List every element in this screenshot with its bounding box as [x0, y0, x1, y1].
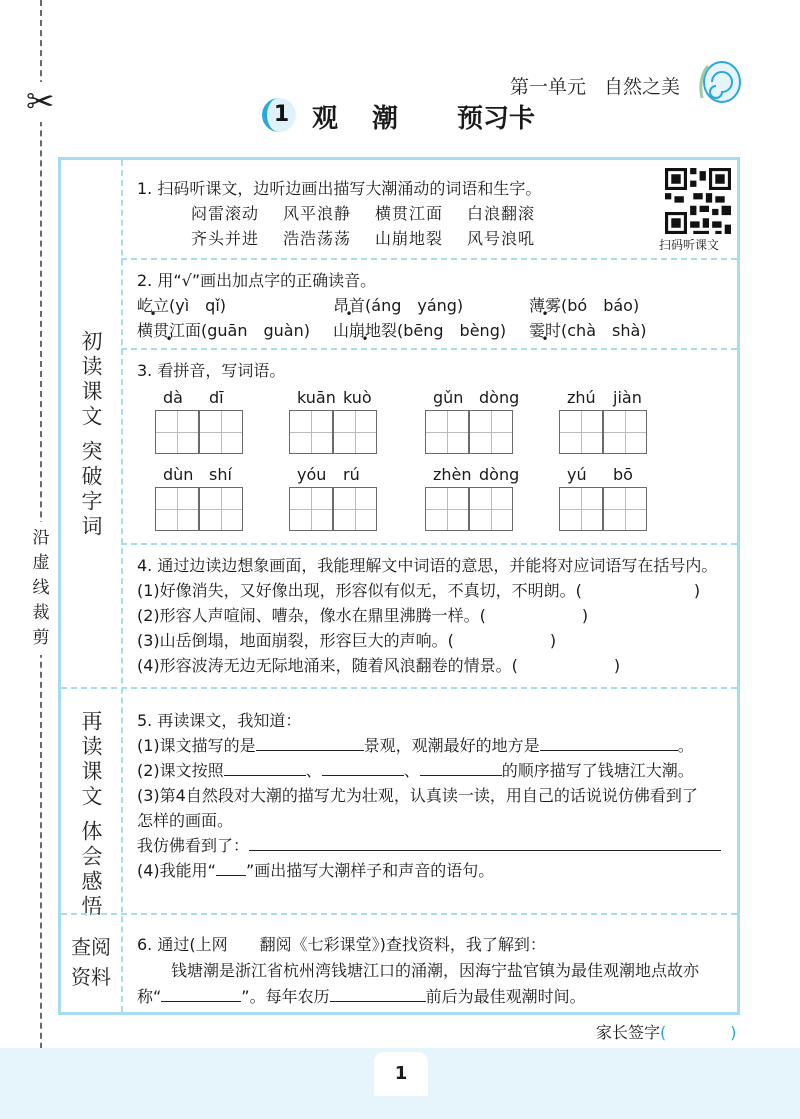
tone-row-2: [137, 318, 727, 343]
separator: [121, 543, 737, 545]
q6-line-2: 称“ ”。每年农历 前后为最佳观潮时间。: [137, 987, 586, 1006]
pinyin-syllable: zhèn: [433, 465, 472, 484]
character-box[interactable]: [289, 487, 333, 531]
question-1: [137, 176, 559, 251]
pinyin-syllable: kuān: [297, 388, 336, 407]
signature-open-paren: (: [660, 1023, 667, 1042]
tone-item: 屹立(yì qǐ): [137, 296, 227, 315]
question-5: [137, 708, 727, 883]
writing-boxes: [425, 410, 517, 454]
answer-blank[interactable]: [161, 1001, 241, 1002]
character-box[interactable]: [469, 410, 513, 454]
character-box[interactable]: [333, 487, 377, 531]
pinyin-syllable: zhú: [567, 388, 596, 407]
question-6-prompt: 6. 通过(上网 翻阅《七彩课堂》)查找资料，我了解到：: [137, 935, 546, 954]
pinyin-syllable: shí: [209, 465, 232, 484]
word: 风平浪静: [283, 204, 352, 223]
word: 闷雷滚动: [191, 204, 260, 223]
pinyin-syllable: yóu: [297, 465, 327, 484]
lesson-number-badge: 1: [262, 98, 296, 132]
parent-signature[interactable]: [596, 1020, 737, 1043]
character-box[interactable]: [425, 410, 469, 454]
answer-blank[interactable]: [322, 775, 404, 776]
separator: [121, 258, 737, 260]
qr-caption: 扫码听课文: [659, 238, 720, 252]
character-box[interactable]: [155, 410, 199, 454]
cut-instruction: 沿虚线裁剪: [28, 522, 54, 655]
side-label-insight: 体会感悟: [79, 820, 103, 920]
side-label-first-read: 初读课文: [79, 330, 103, 430]
pinyin-syllable: bō: [613, 465, 633, 484]
q4-item[interactable]: (1)好像消失，又好像出现，形容似有似无，不真切，不明朗。( ): [137, 581, 701, 600]
snail-icon: [694, 48, 744, 106]
character-box[interactable]: [199, 410, 243, 454]
pinyin-syllable: kuò: [343, 388, 372, 407]
pinyin-syllable: dòng: [479, 388, 520, 407]
side-label-research: 查阅资料: [71, 935, 111, 989]
pinyin-syllable: dùn: [163, 465, 194, 484]
writing-boxes: [425, 487, 517, 531]
question-4: [137, 553, 717, 678]
word: 风号浪吼: [467, 229, 536, 248]
character-box[interactable]: [289, 410, 333, 454]
q5-line-3: (3)第4自然段对大潮的描写尤为壮观，认真读一读，用自己的话说说仿佛看到了: [137, 786, 698, 805]
unit-name: 第一单元: [510, 76, 587, 98]
character-box[interactable]: [469, 487, 513, 531]
unit-theme: 自然之美: [604, 76, 681, 98]
writing-boxes: [289, 410, 381, 454]
question-2-prompt: 2. 用“√”画出加点字的正确读音。: [137, 271, 377, 290]
character-box[interactable]: [603, 410, 647, 454]
writing-boxes: [155, 487, 247, 531]
character-box[interactable]: [199, 487, 243, 531]
character-box[interactable]: [603, 487, 647, 531]
answer-blank[interactable]: [540, 750, 678, 751]
character-box[interactable]: [425, 487, 469, 531]
word-row-1: [137, 201, 559, 226]
side-label-words: 突破字词: [79, 440, 103, 540]
underline-sample: [216, 875, 246, 876]
writing-boxes: [155, 410, 247, 454]
scissors-icon: ✂: [26, 82, 55, 122]
pinyin-syllable: jiàn: [613, 388, 642, 407]
character-box[interactable]: [559, 410, 603, 454]
side-label-reread: 再读课文: [79, 710, 103, 810]
separator: [121, 348, 737, 350]
answer-blank[interactable]: [224, 775, 306, 776]
pinyin-syllable: rú: [343, 465, 360, 484]
worksheet-frame: [58, 157, 740, 1015]
q5-line-4: 我仿佛看到了：: [137, 833, 727, 858]
separator: [61, 913, 737, 915]
word: 山崩地裂: [375, 229, 444, 248]
answer-blank[interactable]: [420, 775, 502, 776]
card-name: 预习卡: [457, 104, 536, 134]
separator: [61, 687, 737, 689]
pinyin-syllable: dī: [209, 388, 224, 407]
tone-item: 昂首(áng yáng): [333, 296, 464, 315]
word: 白浪翻滚: [467, 204, 536, 223]
question-1-prompt: 1. 扫码听课文，边听边画出描写大潮涌动的词语和生字。: [137, 179, 542, 198]
q5-line-1: (1)课文描写的是 景观，观潮最好的地方是 。: [137, 736, 694, 755]
word-row-2: [137, 226, 559, 251]
pinyin-syllable: gǔn: [433, 388, 464, 407]
q5-line-2: (2)课文按照 、 、 的顺序描写了钱塘江大潮。: [137, 761, 694, 780]
answer-blank[interactable]: [249, 850, 721, 851]
writing-boxes: [559, 410, 651, 454]
page-number: 1: [374, 1052, 428, 1096]
q4-item[interactable]: (4)形容波涛无边无际地涌来，随着风浪翻卷的情景。( ): [137, 656, 621, 675]
question-5-prompt: 5. 再读课文，我知道：: [137, 711, 302, 730]
tone-item: 霎时(chà shà): [529, 321, 647, 340]
word: 横贯江面: [375, 204, 444, 223]
q5-line-3b: 怎样的画面。: [137, 811, 234, 830]
tone-item: 横贯江面(guān guàn): [137, 321, 310, 340]
side-column: [61, 160, 123, 1012]
answer-blank[interactable]: [256, 750, 364, 751]
tone-row-1: [137, 293, 727, 318]
q6-line-1: 钱塘潮是浙江省杭州湾钱塘江口的涌潮，因海宁盐官镇为最佳观潮地点故亦: [171, 961, 700, 980]
question-2: [137, 268, 727, 343]
character-box[interactable]: [559, 487, 603, 531]
word: 齐头并进: [191, 229, 260, 248]
signature-close-paren: ): [730, 1023, 737, 1042]
question-4-prompt: 4. 通过边读边想象画面，我能理解文中词语的意思，并能将对应词语写在括号内。: [137, 556, 718, 575]
writing-boxes: [559, 487, 651, 531]
answer-blank[interactable]: [330, 1001, 426, 1002]
lesson-title: 观潮: [312, 104, 433, 134]
q4-item[interactable]: (2)形容人声喧闹、嘈杂，像水在鼎里沸腾一样。( ): [137, 606, 589, 625]
writing-boxes: [289, 487, 381, 531]
question-3: [137, 358, 285, 383]
pinyin-syllable: dòng: [479, 465, 520, 484]
question-6: [137, 932, 699, 1010]
qr-code[interactable]: [665, 168, 731, 234]
unit-header: [510, 72, 698, 99]
q4-item[interactable]: (3)山岳倒塌，地面崩裂，形容巨大的声响。( ): [137, 631, 557, 650]
tone-item: 薄雾(bó báo): [529, 296, 640, 315]
character-box[interactable]: [333, 410, 377, 454]
question-3-prompt: 3. 看拼音，写词语。: [137, 361, 286, 380]
tone-item: 山崩地裂(bēng bèng): [333, 321, 507, 340]
character-box[interactable]: [155, 487, 199, 531]
pinyin-syllable: dà: [163, 388, 183, 407]
word: 浩浩荡荡: [283, 229, 352, 248]
signature-label: 家长签字: [596, 1023, 661, 1042]
q5-line-5: (4)我能用“ ”画出描写大潮样子和声音的语句。: [137, 861, 495, 880]
pinyin-syllable: yú: [567, 465, 587, 484]
